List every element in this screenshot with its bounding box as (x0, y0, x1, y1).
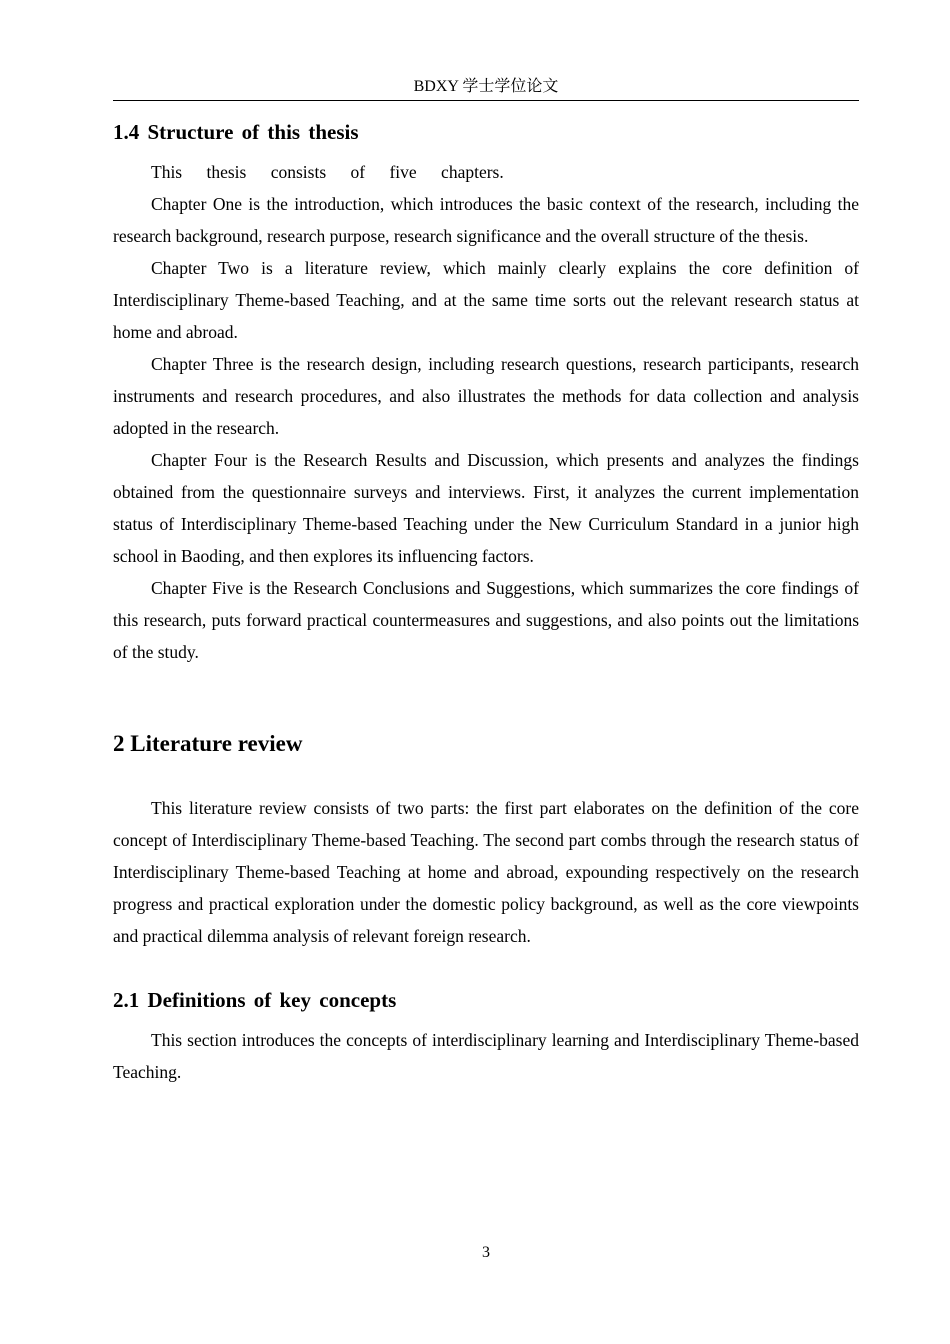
paragraph-chapter-one: Chapter One is the introduction, which introduces the basic context of the research, including the research background, research purpose, research significance and the overall structure of the thesis. (113, 194, 859, 246)
running-header: BDXY 学士学位论文 (413, 78, 559, 95)
paragraph-literature-review-intro: This literature review consists of two parts: the first part elaborates on the definition of the core concept of Interdisciplinary Theme-based Teaching. The second part combs through the research status of Interdisciplinary Theme-based Teaching at home and abroad, expounding respectively on the research progress and practical exploration under the domestic policy background, as well as the core viewpoints and practical dilemma analysis of relevant foreign research. (113, 798, 859, 946)
chapter-heading-2: 2 Literature review (113, 731, 303, 756)
paragraph-chapter-three: Chapter Three is the research design, including research questions, research participants, research instruments and research procedures, and also illustrates the methods for data collection and analysis adopted in the research. (113, 354, 859, 438)
section-heading-2-1: 2.1 Definitions of key concepts (113, 988, 397, 1012)
paragraph-key-concepts-intro: This section introduces the concepts of interdisciplinary learning and Interdisciplinary Theme-based Teaching. (113, 1030, 859, 1082)
paragraph-thesis-overview: This thesis consists of five chapters. (151, 162, 504, 182)
page-number: 3 (482, 1244, 490, 1261)
paragraph-chapter-two: Chapter Two is a literature review, which mainly clearly explains the core definition of Interdisciplinary Theme-based Teaching, and at the same time sorts out the relevant research status at home and abroad. (113, 258, 859, 342)
page-body (113, 116, 859, 1088)
paragraph-chapter-four: Chapter Four is the Research Results and Discussion, which presents and analyzes the findings obtained from the questionnaire surveys and interviews. First, it analyzes the current implementation status of Interdisciplinary Theme-based Teaching under the New Curriculum Standard in a junior high school in Baoding, and then explores its influencing factors. (113, 450, 859, 566)
section-heading-1-4: 1.4 Structure of this thesis (113, 120, 359, 144)
paragraph-chapter-five: Chapter Five is the Research Conclusions and Suggestions, which summarizes the core findings of this research, puts forward practical countermeasures and suggestions, and also points out the limitations of the study. (113, 578, 859, 662)
header-rule (113, 100, 859, 101)
